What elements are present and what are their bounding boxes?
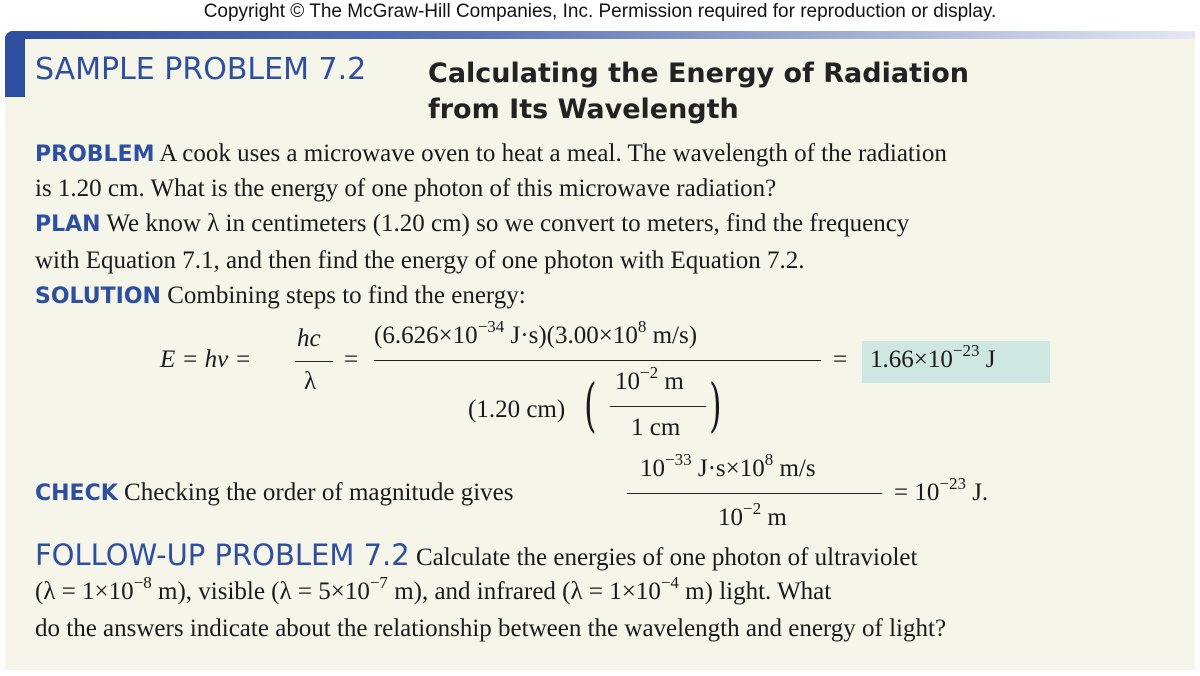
plan-label: PLAN [35,212,101,237]
plan-text-1: We know λ in centimeters (1.20 cm) so we convert to meters, find the frequency [106,210,910,237]
equation-equals-2: = [833,346,848,373]
check-label: CHECK [35,481,118,506]
equation-equals-1: = [344,346,359,373]
subtitle-line-2: from Its Wavelength [428,94,739,125]
solution-label: SOLUTION [35,284,161,309]
conversion-denominator: 1 cm [631,414,681,441]
followup-label: FOLLOW-UP PROBLEM 7.2 [35,538,410,572]
copyright-notice: Copyright © The McGraw-Hill Companies, Inc. Permission required for reproduction or display. [203,1,997,22]
left-paren: ( [584,371,597,439]
check-line [35,479,514,507]
conversion-fraction-bar [610,406,706,407]
equation-lhs: E = hν = [160,346,252,373]
followup-line-3: do the answers indicate about the relationship between the wavelength and energy of light? [35,615,947,642]
equation-hc: hc [297,325,321,352]
problem-line-1 [35,140,947,168]
problem-label: PROBLEM [35,142,155,167]
check-numerator: $10^{-33}$ $J\cdot s\times 10^8$ m/s [640,450,816,482]
equation-lambda: λ [304,368,317,395]
plan-line-1 [35,210,909,238]
header-accent-bar [5,31,1195,39]
equation-numerator: ($6.626\times 10^{-34}$ $J\cdot s)(3.00\times 10^8$ m/s) [374,317,698,349]
plan-line-2: with Equation 7.1, and then find the energy of one photon with Equation 7.2. [35,247,805,274]
header-accent-tab [5,31,25,97]
answer-value: $1.66\times 10^{-23}$ J [870,341,996,373]
followup-text-1: Calculate the energies of one photon of ultraviolet [415,544,918,571]
check-fraction-bar [627,493,882,494]
equation-denominator: (1.20 cm) [468,396,566,423]
problem-text-1: A cook uses a microwave oven to heat a meal. The wavelength of the radiation [159,140,947,167]
panel-background-left [5,97,25,670]
right-paren: ) [709,371,722,439]
sample-problem-title: SAMPLE PROBLEM 7.2 [35,52,367,87]
subtitle-line-1: Calculating the Energy of Radiation [428,58,970,89]
main-fraction-bar [374,360,821,361]
followup-line-1 [35,538,917,572]
followup-line-2: ($\lambda = 1\times 10^{-8}$ m), visible ($\lambda = 5\times 10^{-7}$ m), and infrared ($\lambda = 1\times 10^{-4}$ m) light. What [35,573,832,605]
solution-text: Combining steps to find the energy: [167,282,526,309]
sample-problem-subtitle [428,56,969,128]
conversion-numerator: $10^{-2}$ m [615,363,684,395]
problem-line-2: is 1.20 cm. What is the energy of one photon of this microwave radiation? [35,175,777,202]
hc-fraction-bar [295,361,333,362]
check-result: = $10^{-23}$ J. [894,474,989,506]
solution-line [35,282,526,310]
check-text: Checking the order of magnitude gives [124,479,514,506]
check-denominator: $10^{-2}$ m [718,499,787,531]
